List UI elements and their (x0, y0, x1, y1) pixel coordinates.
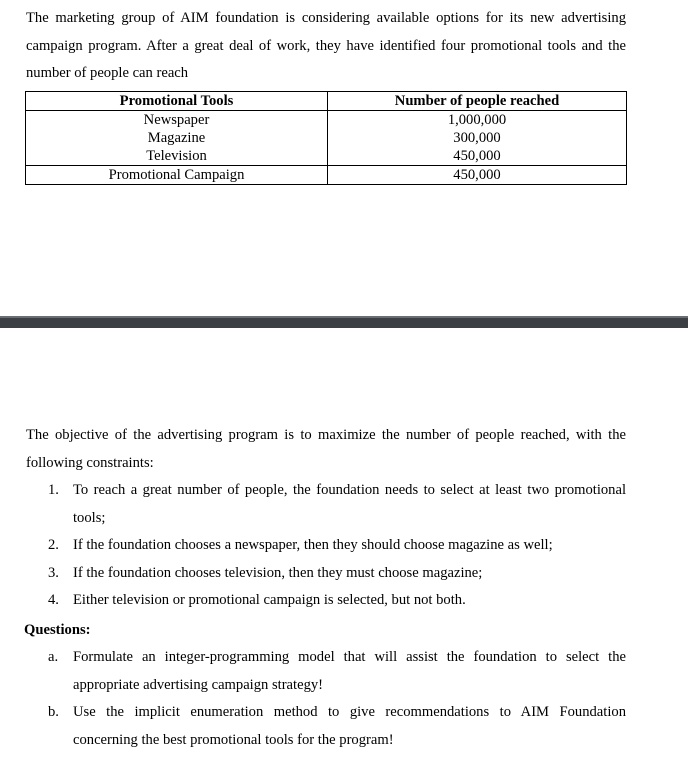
page-divider (0, 316, 688, 328)
tool-promotional-campaign: Promotional Campaign (26, 166, 328, 185)
tool-magazine: Magazine (147, 130, 206, 146)
list-text: If the foundation chooses television, then they must choose magazine; (73, 564, 483, 581)
tool-newspaper: Newspaper (143, 112, 210, 128)
questions-heading: Questions: (24, 622, 91, 638)
list-text: If the foundation chooses a newspaper, then they should choose magazine as well; (73, 537, 553, 553)
list-item (26, 532, 626, 560)
list-item (26, 477, 626, 532)
list-item (26, 587, 626, 615)
table-header-row (26, 92, 627, 111)
table-row (26, 166, 627, 185)
list-item (26, 644, 626, 699)
list-item (26, 560, 626, 588)
list-letter: b. (48, 704, 59, 720)
tools-cell (26, 111, 328, 166)
constraints-list (26, 477, 626, 615)
list-text: Use the implicit enumeration method to give recommendations to AIM Foundation concerning the best promotional tools for the program! (73, 704, 626, 748)
intro-paragraph: The marketing group of AIM foundation is considering available options for its new advertising campaign program. After a great deal of work, they have identified four promotional tools and the number of people can reach (26, 10, 626, 81)
reach-newspaper: 1,000,000 (447, 112, 507, 128)
list-text: Formulate an integer-programming model that will assist the foundation to select the appropriate advertising campaign strategy! (73, 649, 626, 693)
questions-list (26, 644, 626, 754)
header-reach: Number of people reached (328, 92, 627, 111)
objective-paragraph: The objective of the advertising program is to maximize the number of people reached, with the following constraints: (26, 427, 626, 471)
promotional-tools-table (25, 91, 627, 185)
list-letter: a. (48, 649, 59, 665)
reach-cell (328, 111, 627, 166)
list-number: 1. (48, 482, 59, 498)
reach-magazine: 300,000 (453, 130, 501, 146)
list-number: 3. (48, 564, 59, 581)
reach-promotional-campaign: 450,000 (328, 166, 627, 185)
reach-television: 450,000 (453, 148, 501, 164)
list-number: 4. (48, 592, 59, 608)
list-text: To reach a great number of people, the foundation needs to select at least two promotional tools; (73, 482, 626, 526)
list-text: Either television or promotional campaign is selected, but not both. (73, 592, 466, 608)
table-row (26, 111, 627, 166)
list-item (26, 699, 626, 754)
list-number: 2. (48, 537, 59, 553)
header-tools: Promotional Tools (26, 92, 328, 111)
tool-television: Television (146, 148, 207, 164)
